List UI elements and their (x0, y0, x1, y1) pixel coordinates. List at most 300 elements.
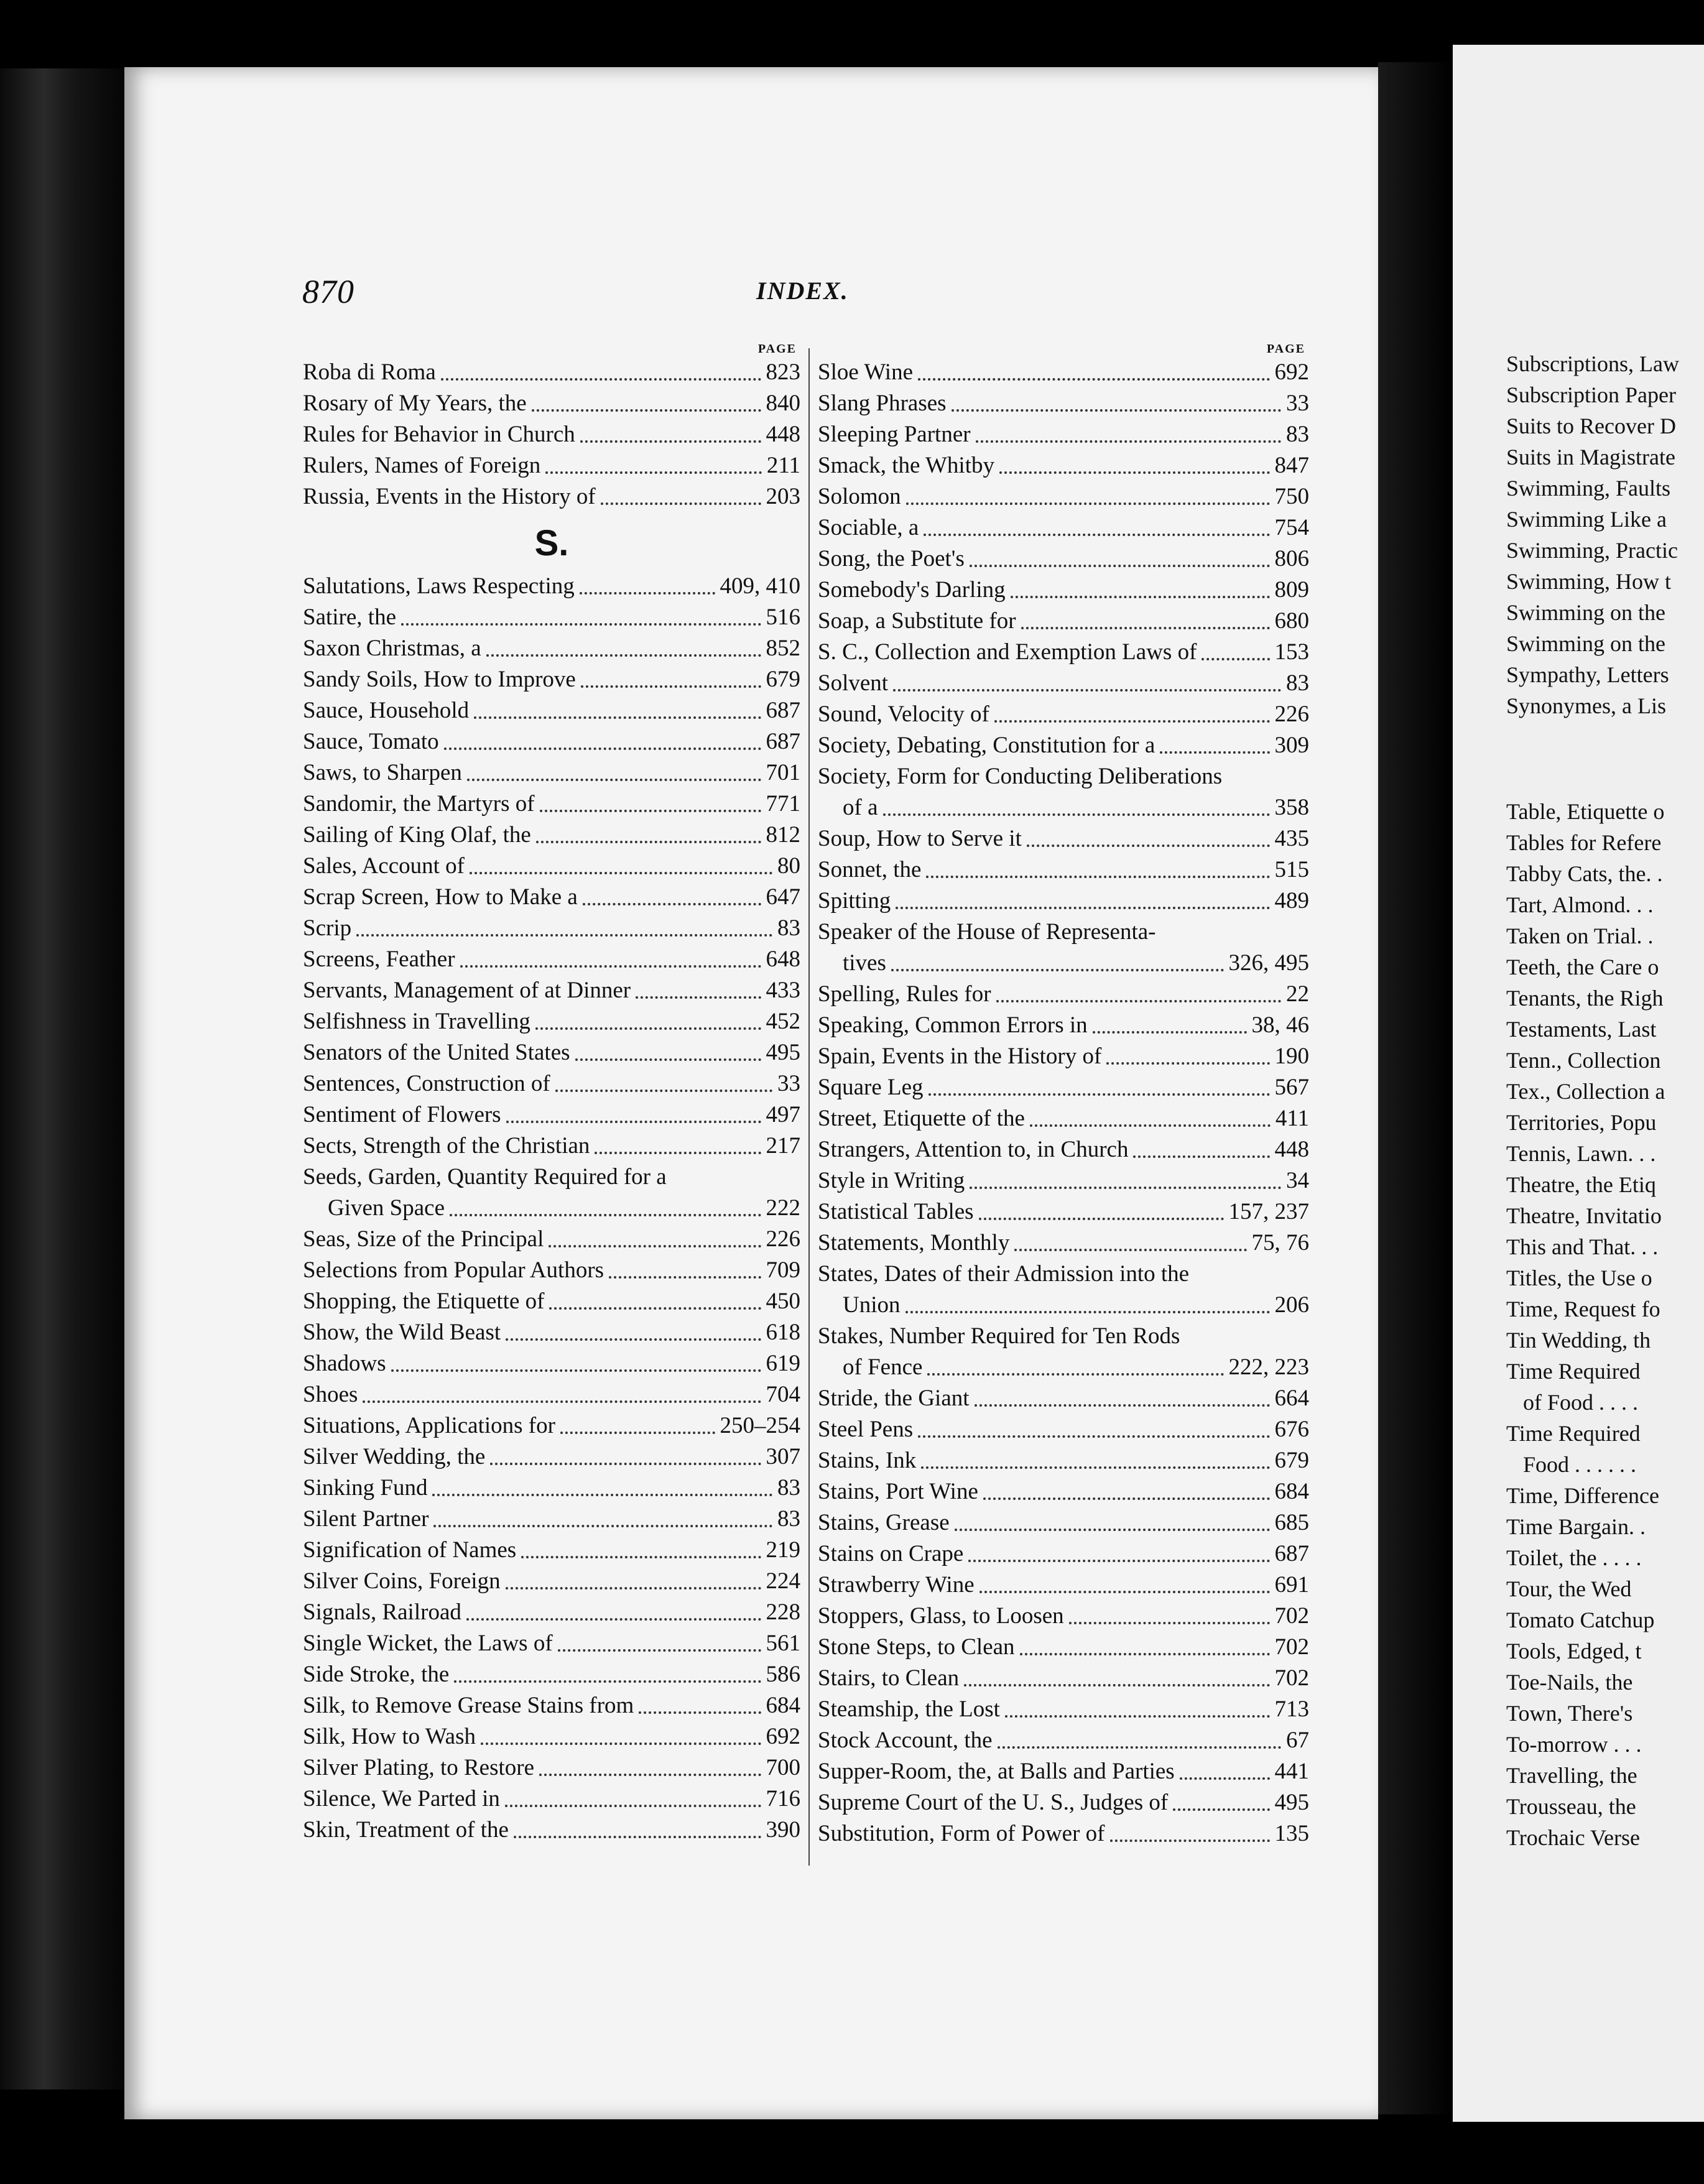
entry-page-number: 190 (1274, 1043, 1309, 1069)
dot-leader (918, 376, 1269, 381)
entry-title: Supper-Room, the, at Balls and Parties (818, 1759, 1175, 1784)
entry-page-number: 618 (766, 1320, 800, 1345)
dot-leader (506, 1118, 761, 1123)
dot-leader (481, 1740, 761, 1745)
page-gutter (1378, 62, 1453, 2114)
index-entry (303, 1131, 800, 1162)
index-entry (818, 1165, 1309, 1196)
index-entry (303, 1441, 800, 1473)
entry-page-number: 211 (766, 453, 800, 478)
entry-title: Supreme Court of the U. S., Judges of (818, 1790, 1169, 1815)
index-entry (303, 450, 800, 481)
entry-title: Sonnet, the (818, 857, 922, 882)
facing-entry: Suits to Recover D (1506, 414, 1676, 438)
facing-entry: Time, Request fo (1506, 1297, 1660, 1321)
dot-leader (926, 873, 1269, 878)
index-entry (303, 1255, 800, 1286)
entry-title: Rosary of My Years, the (303, 391, 527, 416)
index-entry (818, 1725, 1309, 1756)
index-entry (818, 1694, 1309, 1725)
index-entry (818, 1570, 1309, 1601)
dot-leader (999, 469, 1270, 474)
index-entry (818, 544, 1309, 575)
entry-page-number: 157, 237 (1228, 1199, 1309, 1224)
facing-entry: Tenants, the Righ (1506, 986, 1664, 1011)
dot-leader (1069, 1619, 1270, 1624)
entry-page-number: 224 (766, 1568, 800, 1594)
entry-title: S. C., Collection and Exemption Laws of (818, 639, 1197, 665)
index-entry (818, 1321, 1309, 1352)
facing-entry: Swimming on the (1506, 631, 1666, 656)
entry-page-number: 203 (766, 484, 800, 509)
index-entry (303, 1815, 800, 1846)
index-entry (818, 823, 1309, 854)
entry-page-number: 515 (1274, 857, 1309, 882)
dot-leader (505, 1802, 761, 1807)
dot-leader (979, 1588, 1270, 1593)
index-entry (818, 481, 1309, 512)
entry-page-number: 713 (1274, 1696, 1309, 1722)
facing-entry: Swimming, Faults (1506, 476, 1671, 501)
facing-entry: Time Bargain. . (1506, 1514, 1646, 1539)
index-entry (303, 820, 800, 851)
entry-page-number: 691 (1274, 1572, 1309, 1598)
entry-page-number: 222, 223 (1228, 1354, 1309, 1380)
index-entry (303, 1068, 800, 1099)
entry-page-number: 83 (1286, 422, 1309, 447)
dot-leader (595, 1149, 761, 1154)
entry-page-number: 34 (1286, 1168, 1309, 1193)
index-entry (818, 1787, 1309, 1818)
entry-title: Stock Account, the (818, 1728, 993, 1753)
entry-page-number: 561 (766, 1631, 800, 1656)
index-entry (303, 944, 800, 975)
entry-title: Soup, How to Serve it (818, 826, 1022, 851)
dot-leader (467, 776, 761, 781)
entry-title: Silver Coins, Foreign (303, 1568, 501, 1594)
entry-title: Single Wicket, the Laws of (303, 1631, 553, 1656)
entry-title: Sinking Fund (303, 1475, 428, 1501)
entry-page-number: 226 (1274, 701, 1309, 727)
facing-page (1453, 45, 1704, 2122)
index-entry (303, 1193, 800, 1224)
entry-page-number: 75, 76 (1251, 1230, 1309, 1256)
index-entry (303, 1473, 800, 1504)
index-entry (818, 1632, 1309, 1663)
facing-entry: of Food . . . . (1506, 1390, 1639, 1415)
dot-leader (540, 807, 761, 812)
entry-title: Silver Wedding, the (303, 1444, 486, 1469)
dot-leader (549, 1305, 761, 1310)
dot-leader (955, 1526, 1270, 1531)
facing-entry: Toilet, the . . . . (1506, 1545, 1642, 1570)
index-entry (303, 882, 800, 913)
entry-page-number: 812 (766, 822, 800, 848)
entry-title: Sloe Wine (818, 359, 914, 385)
entry-title: Street, Etiquette of the (818, 1106, 1025, 1131)
entry-page-number: 685 (1274, 1510, 1309, 1535)
entry-title: Sauce, Household (303, 698, 470, 723)
entry-page-number: 619 (766, 1351, 800, 1376)
entry-title: Steel Pens (818, 1417, 914, 1442)
index-entry (818, 606, 1309, 637)
facing-entry: Tin Wedding, th (1506, 1328, 1651, 1353)
index-entry (818, 1196, 1309, 1228)
entry-page-number: 83 (777, 1506, 800, 1532)
index-entry (818, 1352, 1309, 1383)
entry-title: Silk, to Remove Grease Stains from (303, 1693, 634, 1718)
entry-page-number: 567 (1274, 1075, 1309, 1100)
entry-title: Sleeping Partner (818, 422, 971, 447)
entry-title: Spitting (818, 888, 891, 914)
entry-page-number: 495 (766, 1040, 800, 1065)
index-entry (303, 913, 800, 944)
dot-leader (924, 531, 1269, 536)
entry-page-number: 83 (777, 915, 800, 941)
facing-entry: Theatre, the Etiq (1506, 1172, 1656, 1197)
entry-title: Senators of the United States (303, 1040, 570, 1065)
index-entry (303, 757, 800, 789)
facing-entry: Tomato Catchup (1506, 1608, 1655, 1632)
entry-title: Speaking, Common Errors in (818, 1012, 1088, 1038)
dot-leader (401, 621, 761, 626)
facing-entry: Swimming on the (1506, 600, 1666, 625)
index-entry (818, 917, 1309, 948)
entry-title: Show, the Wild Beast (303, 1320, 501, 1345)
dot-leader (1173, 1806, 1269, 1811)
index-entry (303, 1597, 800, 1628)
entry-title: Strawberry Wine (818, 1572, 975, 1598)
dot-leader (432, 1491, 772, 1496)
index-entry (303, 388, 800, 419)
dot-leader (444, 745, 761, 750)
entry-title: Signification of Names (303, 1537, 517, 1563)
dot-leader (883, 811, 1270, 816)
dot-leader (514, 1833, 761, 1838)
facing-entry: Theatre, Invitatio (1506, 1203, 1662, 1228)
entry-title: Sentences, Construction of (303, 1071, 550, 1096)
page-column-label: PAGE (757, 342, 797, 356)
entry-title: Stone Steps, to Clean (818, 1634, 1015, 1660)
entry-page-number: 219 (766, 1537, 800, 1563)
entry-title: Sandomir, the Martyrs of (303, 791, 535, 817)
index-column-right (818, 341, 1309, 1849)
entry-page-number: 702 (1274, 1665, 1309, 1691)
entry-page-number: 647 (766, 884, 800, 910)
page-number: 870 (302, 273, 354, 310)
dot-leader (952, 407, 1281, 412)
entry-title: Statistical Tables (818, 1199, 974, 1224)
dot-leader (896, 904, 1269, 909)
entry-page-number: 22 (1286, 981, 1309, 1007)
entry-page-number: 390 (766, 1817, 800, 1843)
entry-title: Roba di Roma (303, 359, 436, 385)
facing-entry: Swimming Like a (1506, 507, 1667, 532)
entry-title: Steamship, the Lost (818, 1696, 1000, 1722)
index-entry (303, 1348, 800, 1379)
facing-entry: To-morrow . . . (1506, 1732, 1642, 1757)
entry-title: Shopping, the Etiquette of (303, 1289, 545, 1314)
index-entry (818, 979, 1309, 1010)
entry-title: Song, the Poet's (818, 546, 965, 571)
index-entry (818, 1445, 1309, 1476)
dot-leader (549, 1242, 761, 1247)
entry-page-number: 771 (766, 791, 800, 817)
entry-page-number: 217 (766, 1133, 800, 1159)
index-entry (818, 668, 1309, 699)
index-entry (303, 633, 800, 664)
index-entry (818, 1041, 1309, 1072)
dot-leader (1133, 1153, 1269, 1158)
entry-title: Stoppers, Glass, to Loosen (818, 1603, 1064, 1629)
entry-title: Saxon Christmas, a (303, 636, 481, 661)
dot-leader (555, 1087, 772, 1092)
facing-entry: Teeth, the Care o (1506, 955, 1659, 979)
index-entry (303, 664, 800, 695)
dot-leader (391, 1367, 761, 1372)
entry-page-number: 222 (766, 1195, 800, 1221)
index-entry (818, 1103, 1309, 1134)
dot-leader (1093, 1029, 1247, 1034)
dot-leader (536, 838, 761, 843)
entry-page-number: 441 (1274, 1759, 1309, 1784)
index-entry (303, 1410, 800, 1441)
entry-title: Sociable, a (818, 515, 919, 540)
index-entry (818, 1072, 1309, 1103)
index-entry (818, 1010, 1309, 1041)
index-entry (303, 1535, 800, 1566)
dot-leader (983, 1495, 1270, 1500)
page-title: INDEX. (756, 277, 849, 305)
facing-entry: Food . . . . . . (1506, 1452, 1637, 1477)
entry-title: Society, Form for Conducting Deliberations (818, 764, 1223, 789)
running-head (302, 272, 1248, 316)
entry-page-number: 700 (766, 1755, 800, 1780)
index-entry (818, 637, 1309, 668)
entry-page-number: 435 (1274, 826, 1309, 851)
entry-title: Stains, Port Wine (818, 1479, 978, 1504)
index-entry (303, 481, 800, 512)
index-entry (818, 1414, 1309, 1445)
entry-title: Scrap Screen, How to Make a (303, 884, 578, 910)
index-entry (818, 1476, 1309, 1507)
dot-leader (1030, 1122, 1271, 1127)
entry-title: Spain, Events in the History of (818, 1043, 1102, 1069)
entry-page-number: 358 (1274, 795, 1309, 820)
index-entry (303, 1721, 800, 1752)
entry-title: Square Leg (818, 1075, 924, 1100)
entry-title: Slang Phrases (818, 391, 947, 416)
index-entry (303, 1006, 800, 1037)
entry-page-number: 701 (766, 760, 800, 785)
dot-leader (1011, 593, 1270, 598)
entry-page-number: 495 (1274, 1790, 1309, 1815)
dot-leader (1106, 1060, 1269, 1065)
entry-page-number: 226 (766, 1226, 800, 1252)
entry-title: Sects, Strength of the Christian (303, 1133, 590, 1159)
entry-page-number: 489 (1274, 888, 1309, 914)
index-entry (303, 1566, 800, 1597)
entry-title: Silver Plating, to Restore (303, 1755, 535, 1780)
dot-leader (979, 1215, 1224, 1220)
facing-entry: Tabby Cats, the. . (1506, 861, 1663, 886)
index-entry (818, 1756, 1309, 1787)
entry-page-number: 409, 410 (720, 573, 800, 599)
entry-page-number: 228 (766, 1599, 800, 1625)
index-entry (303, 1690, 800, 1721)
dot-leader (928, 1091, 1270, 1096)
dot-leader (609, 1274, 761, 1279)
facing-entry: Toe-Nails, the (1506, 1670, 1633, 1695)
entry-title: Given Space (328, 1195, 445, 1221)
entry-title: Rulers, Names of Foreign (303, 453, 541, 478)
dot-leader (964, 1682, 1269, 1687)
entry-page-number: 684 (766, 1693, 800, 1718)
entry-title: Skin, Treatment of the (303, 1817, 509, 1843)
facing-entry: Swimming, How t (1506, 569, 1672, 594)
dot-leader (558, 1647, 761, 1652)
index-entry (303, 602, 800, 633)
entry-page-number: 692 (766, 1724, 800, 1749)
entry-page-number: 680 (1274, 608, 1309, 634)
index-entry (303, 1224, 800, 1255)
entry-title: Situations, Applications for (303, 1413, 555, 1438)
facing-entry: Tennis, Lawn. . . (1506, 1141, 1656, 1166)
dot-leader (363, 1398, 761, 1403)
dot-leader (1160, 749, 1269, 754)
dot-leader (535, 1025, 761, 1030)
entry-page-number: 135 (1274, 1821, 1309, 1846)
index-entry (303, 419, 800, 450)
entry-title: Union (843, 1292, 901, 1318)
entry-title: Silent Partner (303, 1506, 429, 1532)
facing-entry: Subscriptions, Law (1506, 351, 1679, 376)
entry-title: Stains on Crape (818, 1541, 964, 1566)
index-entry (303, 1784, 800, 1815)
index-entry (818, 388, 1309, 419)
column-rule (808, 348, 810, 1866)
dot-leader (545, 469, 762, 474)
dot-leader (994, 718, 1270, 723)
entry-title: Soap, a Substitute for (818, 608, 1016, 634)
entry-title: Sound, Velocity of (818, 701, 989, 727)
entry-page-number: 648 (766, 946, 800, 972)
dot-leader (970, 562, 1270, 567)
dot-leader (1021, 624, 1270, 629)
dot-leader (583, 900, 761, 905)
dot-leader (1020, 1650, 1270, 1655)
dot-leader (441, 376, 761, 381)
index-entry (818, 730, 1309, 761)
entry-title: Somebody's Darling (818, 577, 1006, 603)
section-heading: S. (534, 523, 569, 563)
dot-leader (454, 1678, 761, 1683)
entry-title: Sandy Soils, How to Improve (303, 667, 576, 692)
index-entry (303, 357, 800, 388)
dot-leader (580, 590, 715, 595)
entry-page-number: 33 (1286, 391, 1309, 416)
dot-leader (506, 1336, 761, 1341)
entry-page-number: 687 (766, 729, 800, 754)
facing-entry: Swimming, Practic (1506, 538, 1678, 563)
dot-leader (433, 1522, 772, 1527)
dot-leader (636, 994, 761, 999)
dot-leader (470, 869, 772, 874)
entry-page-number: 83 (1286, 670, 1309, 696)
facing-entry: Tour, the Wed (1506, 1576, 1632, 1601)
entry-title: Solomon (818, 484, 901, 509)
facing-entry: Suits in Magistrate (1506, 445, 1675, 470)
entry-page-number: 452 (766, 1009, 800, 1034)
facing-entry: Subscription Paper (1506, 382, 1676, 407)
facing-entry: Tables for Refere (1506, 830, 1662, 855)
index-column-left (303, 341, 800, 1846)
entry-page-number: 433 (766, 978, 800, 1003)
facing-page-entries (1506, 348, 1679, 1853)
entry-page-number: 687 (1274, 1541, 1309, 1566)
index-entry (303, 1752, 800, 1784)
entry-page-number: 840 (766, 391, 800, 416)
dot-leader (998, 1744, 1281, 1749)
index-entry (818, 948, 1309, 979)
index-entry (818, 1259, 1309, 1290)
entry-page-number: 692 (1274, 359, 1309, 385)
facing-entry: Synonymes, a Lis (1506, 693, 1666, 718)
entry-title: Stride, the Giant (818, 1386, 970, 1411)
index-entry (303, 789, 800, 820)
facing-entry: Sympathy, Letters (1506, 662, 1669, 687)
entry-title: Statements, Monthly (818, 1230, 1010, 1256)
dot-leader (490, 1460, 761, 1465)
facing-entry: Time, Difference (1506, 1483, 1659, 1508)
entry-title: Style in Writing (818, 1168, 965, 1193)
dot-leader (521, 1553, 761, 1558)
entry-title: Scrip (303, 915, 352, 941)
index-entry (303, 1317, 800, 1348)
dot-leader (560, 1429, 715, 1434)
entry-title: Speaker of the House of Representa- (818, 919, 1156, 945)
index-entry (303, 1162, 800, 1193)
index-entry (818, 1383, 1309, 1414)
entry-title: Shoes (303, 1382, 358, 1407)
index-entry (818, 450, 1309, 481)
entry-page-number: 679 (1274, 1448, 1309, 1473)
entry-page-number: 702 (1274, 1603, 1309, 1629)
dot-leader (976, 438, 1281, 443)
entry-page-number: 206 (1274, 1292, 1309, 1318)
dot-leader (639, 1709, 761, 1714)
entry-title: Substitution, Form of Power of (818, 1821, 1105, 1846)
entry-title: Salutations, Laws Respecting (303, 573, 575, 599)
dot-leader (506, 1585, 761, 1589)
entry-title: Selections from Popular Authors (303, 1257, 604, 1283)
entry-title: Sailing of King Olaf, the (303, 822, 531, 848)
index-entry (818, 1663, 1309, 1694)
entry-title: Shadows (303, 1351, 386, 1376)
entry-page-number: 704 (766, 1382, 800, 1407)
entry-title: Side Stroke, the (303, 1662, 450, 1687)
dot-leader (921, 1464, 1269, 1469)
dot-leader (975, 1402, 1270, 1407)
entry-page-number: 806 (1274, 546, 1309, 571)
facing-entry: Testaments, Last (1506, 1017, 1657, 1042)
facing-entry: Taken on Trial. . (1506, 923, 1654, 948)
entry-page-number: 684 (1274, 1479, 1309, 1504)
entry-page-number: 153 (1274, 639, 1309, 665)
entry-title: tives (843, 950, 886, 976)
page-column-label: PAGE (1266, 342, 1305, 356)
entry-page-number: 586 (766, 1662, 800, 1687)
